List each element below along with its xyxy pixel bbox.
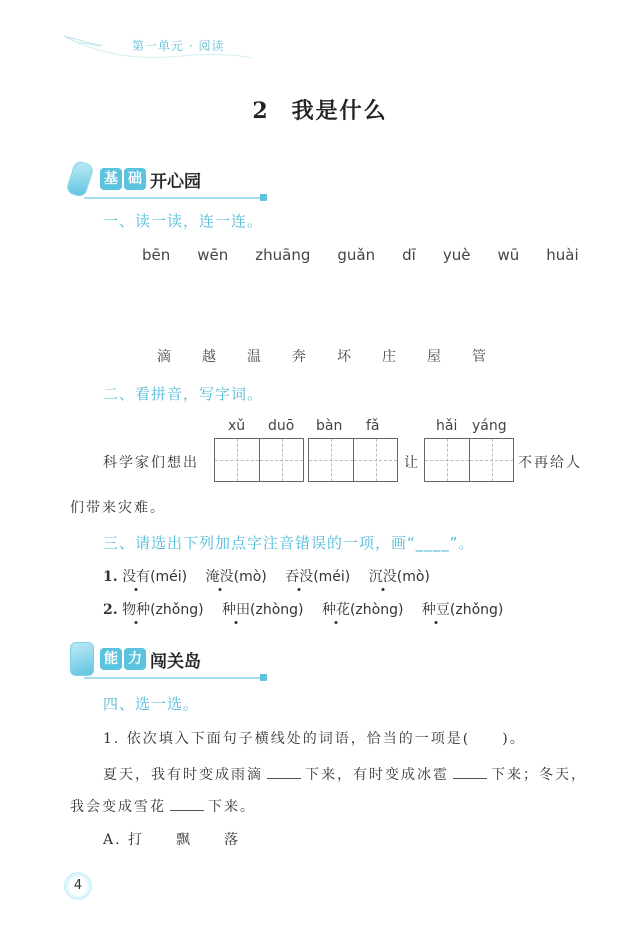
option-item[interactable] (206, 566, 267, 586)
option-word: 种花 (321, 602, 350, 618)
badge-char: 础 (124, 168, 146, 190)
grid-pinyin: duō (268, 418, 295, 434)
pinyin-item[interactable]: yuè (442, 246, 471, 264)
hanzi-item[interactable]: 庄 (382, 349, 396, 365)
option-pinyin: (méi) (150, 569, 188, 585)
pinyin-item[interactable]: bēn (142, 246, 171, 264)
option-item[interactable] (422, 599, 503, 619)
grid-pinyin: bàn (316, 418, 343, 434)
option-pinyin: (zhǒng) (150, 602, 204, 618)
writing-grid-xuduo[interactable] (214, 438, 304, 482)
option-pinyin: (zhòng) (250, 602, 304, 618)
pinyin-item[interactable]: wēn (197, 246, 229, 264)
hanzi-item[interactable]: 滴 (157, 349, 171, 365)
hanzi-item[interactable]: 管 (472, 349, 486, 365)
section-label: 开心园 (150, 172, 201, 192)
lesson-name: 我是什么 (291, 98, 388, 124)
q2-sentence-line2: 们带来灾难。 (70, 500, 166, 516)
sentence-part: 下来；冬天， (491, 767, 587, 783)
option-word: 吞没 (285, 569, 314, 585)
hanzi-item[interactable]: 越 (202, 349, 216, 365)
option-item[interactable] (322, 599, 403, 619)
grid-cell[interactable] (353, 439, 397, 481)
writing-grid-banfa[interactable] (308, 438, 398, 482)
option-item[interactable] (122, 566, 187, 586)
q4-sentence-line1 (103, 764, 587, 784)
option-pinyin: (mò) (233, 569, 267, 585)
hanzi-item[interactable]: 坏 (337, 349, 351, 365)
banner-dot-icon (260, 194, 267, 201)
q2-heading: 二、看拼音，写字词。 (103, 385, 264, 403)
lesson-title (0, 94, 640, 125)
q1-pinyin-row (142, 246, 606, 264)
q3-heading: 三、请选出下列加点字注音错误的一项，画“____”。 (103, 534, 475, 552)
option-item[interactable] (369, 566, 430, 586)
writing-grid-haiyang[interactable] (424, 438, 514, 482)
option-word: 种田 (222, 602, 251, 618)
option-item[interactable] (222, 599, 303, 619)
grid-cell[interactable] (309, 439, 353, 481)
grid-cell[interactable] (215, 439, 259, 481)
option-word: 沉没 (368, 569, 397, 585)
banner-dot-icon (260, 674, 267, 681)
option-word: 物种 (122, 602, 151, 618)
q2-sentence-start: 科学家们想出 (103, 455, 199, 471)
q1-hanzi-row (157, 346, 517, 366)
banner-underline (84, 677, 264, 679)
grid-cell[interactable] (469, 439, 513, 481)
fill-blank[interactable] (267, 778, 301, 779)
option-pinyin: (zhǒng) (449, 602, 504, 618)
fill-blank[interactable] (453, 778, 487, 779)
q3-row-2 (103, 599, 517, 619)
sentence-part: 夏天，我有时变成雨滴 (103, 767, 263, 783)
q1-heading: 一、读一读，连一连。 (103, 212, 264, 230)
hanzi-item[interactable]: 温 (247, 349, 261, 365)
option-pinyin: (zhòng) (349, 602, 404, 618)
pinyin-item[interactable]: zhuāng (255, 246, 311, 264)
sentence-part: 下来。 (208, 799, 256, 815)
lesson-number: 2 (252, 98, 270, 124)
row-number: 2. (103, 602, 118, 618)
q2-sentence-end: 不再给人 (518, 455, 582, 471)
q2-sentence-middle: 让 (404, 455, 420, 471)
option-word: 种豆 (421, 602, 450, 618)
grid-pinyin: fǎ (366, 418, 380, 434)
fill-blank[interactable] (170, 810, 204, 811)
grid-cell[interactable] (425, 439, 469, 481)
option-pinyin: (mò) (396, 569, 430, 585)
banner-underline (84, 197, 264, 199)
badge-char: 基 (100, 168, 122, 190)
badge-char: 能 (100, 648, 122, 670)
sentence-part: 我会变成雪花 (70, 799, 166, 815)
q4-sub1: 1. 依次填入下面句子横线处的词语，恰当的一项是( )。 (103, 731, 526, 747)
pinyin-item[interactable]: wū (497, 246, 520, 264)
grid-cell[interactable] (259, 439, 303, 481)
q4-option-a[interactable]: A. 打 飘 落 (103, 832, 241, 848)
row-number: 1. (103, 569, 118, 585)
q3-row-1 (103, 566, 444, 586)
section-banner-ability (70, 638, 270, 678)
section-label: 闯关岛 (150, 652, 201, 672)
badge-char: 力 (124, 648, 146, 670)
grid-pinyin: yáng (472, 418, 507, 434)
sentence-part: 下来，有时变成冰雹 (305, 767, 449, 783)
q4-heading: 四、选一选。 (103, 695, 200, 713)
option-word: 淹没 (205, 569, 234, 585)
option-word: 没有 (122, 569, 151, 585)
section-banner-basic (70, 158, 270, 198)
grid-pinyin: xǔ (228, 418, 246, 434)
option-pinyin: (méi) (313, 569, 351, 585)
hanzi-item[interactable]: 奔 (292, 349, 306, 365)
grid-pinyin: hǎi (436, 418, 458, 434)
backpack-icon (70, 642, 94, 676)
page-number: 4 (64, 872, 92, 900)
q4-sentence-line2 (70, 796, 256, 816)
pinyin-item[interactable]: huài (546, 246, 579, 264)
pinyin-item[interactable]: guǎn (337, 246, 376, 264)
option-item[interactable] (122, 599, 203, 619)
pencil-icon (65, 160, 95, 199)
option-item[interactable] (285, 566, 350, 586)
hanzi-item[interactable]: 屋 (427, 349, 441, 365)
unit-header: 第一单元 · 阅读 (132, 39, 225, 53)
pinyin-item[interactable]: dī (402, 246, 416, 264)
